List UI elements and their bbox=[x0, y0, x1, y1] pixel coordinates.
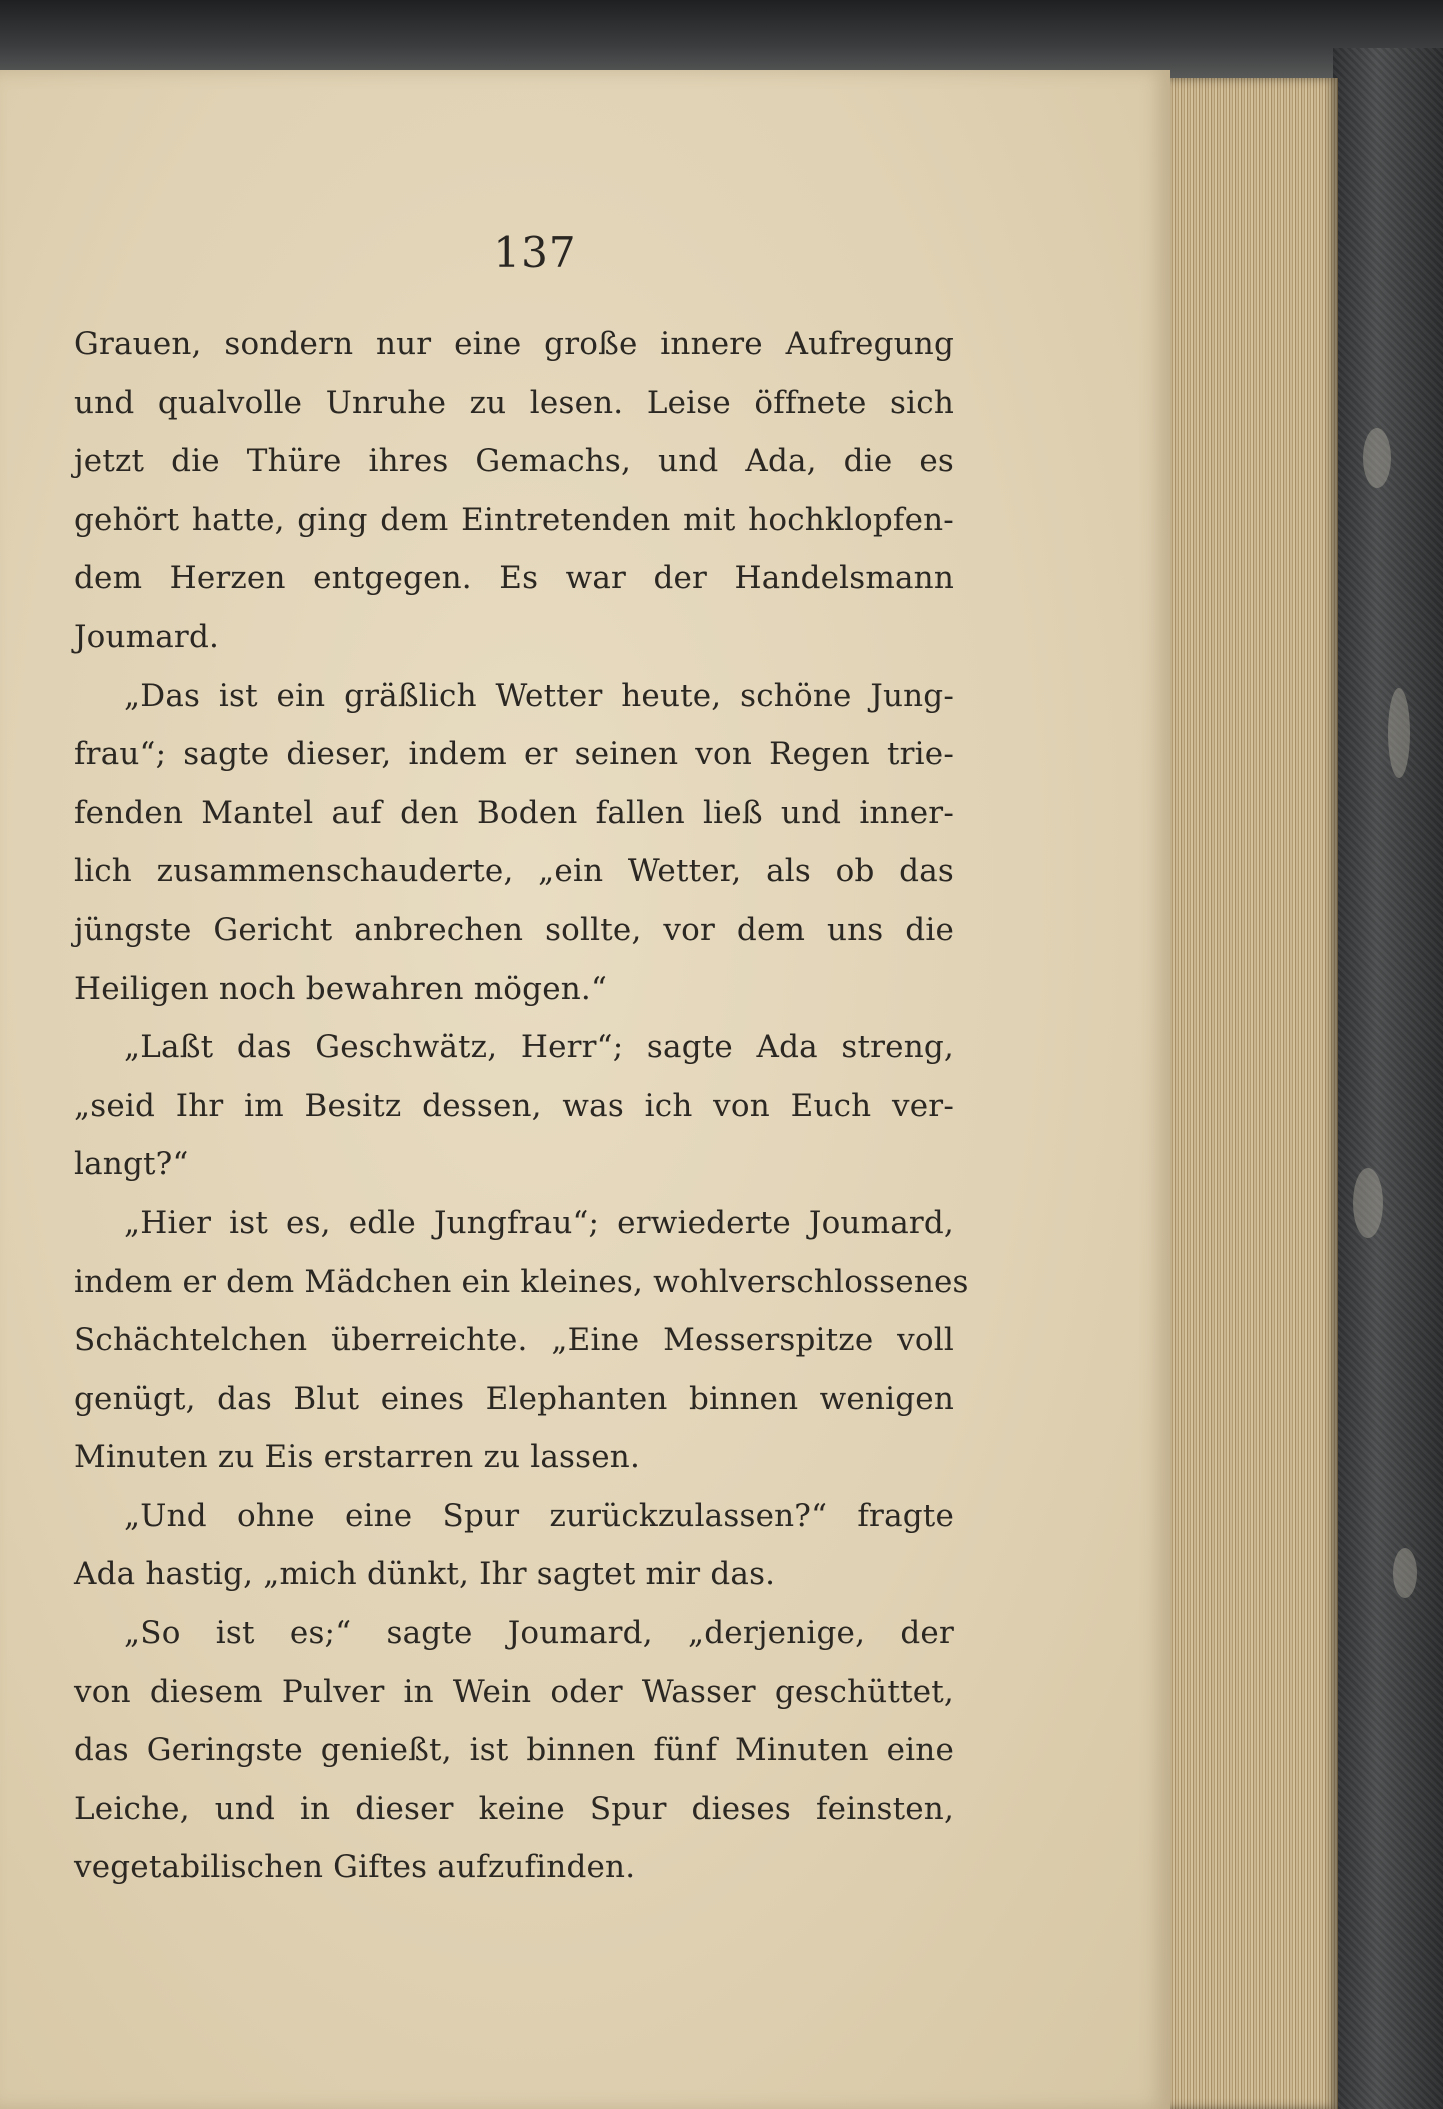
page-number: 137 bbox=[493, 228, 577, 277]
book-cover bbox=[1333, 48, 1443, 2109]
text-line: fenden Mantel auf den Boden fallen ließ und inner- bbox=[74, 794, 954, 831]
text-line: Joumard. bbox=[74, 618, 220, 655]
text-line: frau“; sagte dieser, indem er seinen von Regen trie- bbox=[74, 736, 954, 773]
text-line: indem er dem Mädchen ein kleines, wohlverschlossenes bbox=[74, 1263, 969, 1300]
text-line: Ada hastig, „mich dünkt, Ihr sagtet mir das. bbox=[74, 1556, 776, 1593]
text-line: Minuten zu Eis erstarren zu lassen. bbox=[74, 1439, 641, 1476]
page-fore-edge bbox=[1170, 78, 1338, 2109]
text-line: und qualvolle Unruhe zu lesen. Leise öffnete sich bbox=[74, 384, 954, 421]
text-line: Leiche, und in dieser keine Spur dieses feinsten, bbox=[74, 1790, 954, 1827]
text-line: jüngste Gericht anbrechen sollte, vor dem uns die bbox=[74, 911, 954, 948]
text-line: Heiligen noch bewahren mögen.“ bbox=[74, 970, 608, 1007]
text-line: Schächtelchen überreichte. „Eine Messerspitze voll bbox=[74, 1322, 954, 1359]
body-text bbox=[74, 315, 969, 1897]
text-line: von diesem Pulver in Wein oder Wasser geschüttet, bbox=[74, 1673, 954, 1710]
text-line: lich zusammenschauderte, „ein Wetter, als ob das bbox=[74, 853, 954, 890]
text-line: genügt, das Blut eines Elephanten binnen wenigen bbox=[74, 1380, 954, 1417]
text-line: „seid Ihr im Besitz dessen, was ich von Euch ver- bbox=[74, 1087, 954, 1124]
text-line: „Und ohne eine Spur zurückzulassen?“ fragte bbox=[124, 1497, 954, 1534]
text-line: Grauen, sondern nur eine große innere Aufregung bbox=[74, 326, 954, 362]
text-line: vegetabilischen Giftes aufzufinden. bbox=[74, 1849, 636, 1886]
text-line: „Laßt das Geschwätz, Herr“; sagte Ada streng, bbox=[124, 1029, 954, 1066]
text-line: „So ist es;“ sagte Joumard, „derjenige, der bbox=[124, 1615, 954, 1652]
text-line: gehört hatte, ging dem Eintretenden mit hochklopfen- bbox=[74, 501, 954, 538]
text-line: „Das ist ein gräßlich Wetter heute, schöne Jung- bbox=[124, 677, 954, 714]
text-line: langt?“ bbox=[74, 1146, 189, 1183]
text-line: jetzt die Thüre ihres Gemachs, und Ada, die es bbox=[74, 443, 954, 480]
text-line: „Hier ist es, edle Jungfrau“; erwiederte Joumard, bbox=[124, 1204, 954, 1241]
text-line: dem Herzen entgegen. Es war der Handelsmann bbox=[74, 560, 954, 597]
text-line: das Geringste genießt, ist binnen fünf Minuten eine bbox=[74, 1732, 954, 1769]
